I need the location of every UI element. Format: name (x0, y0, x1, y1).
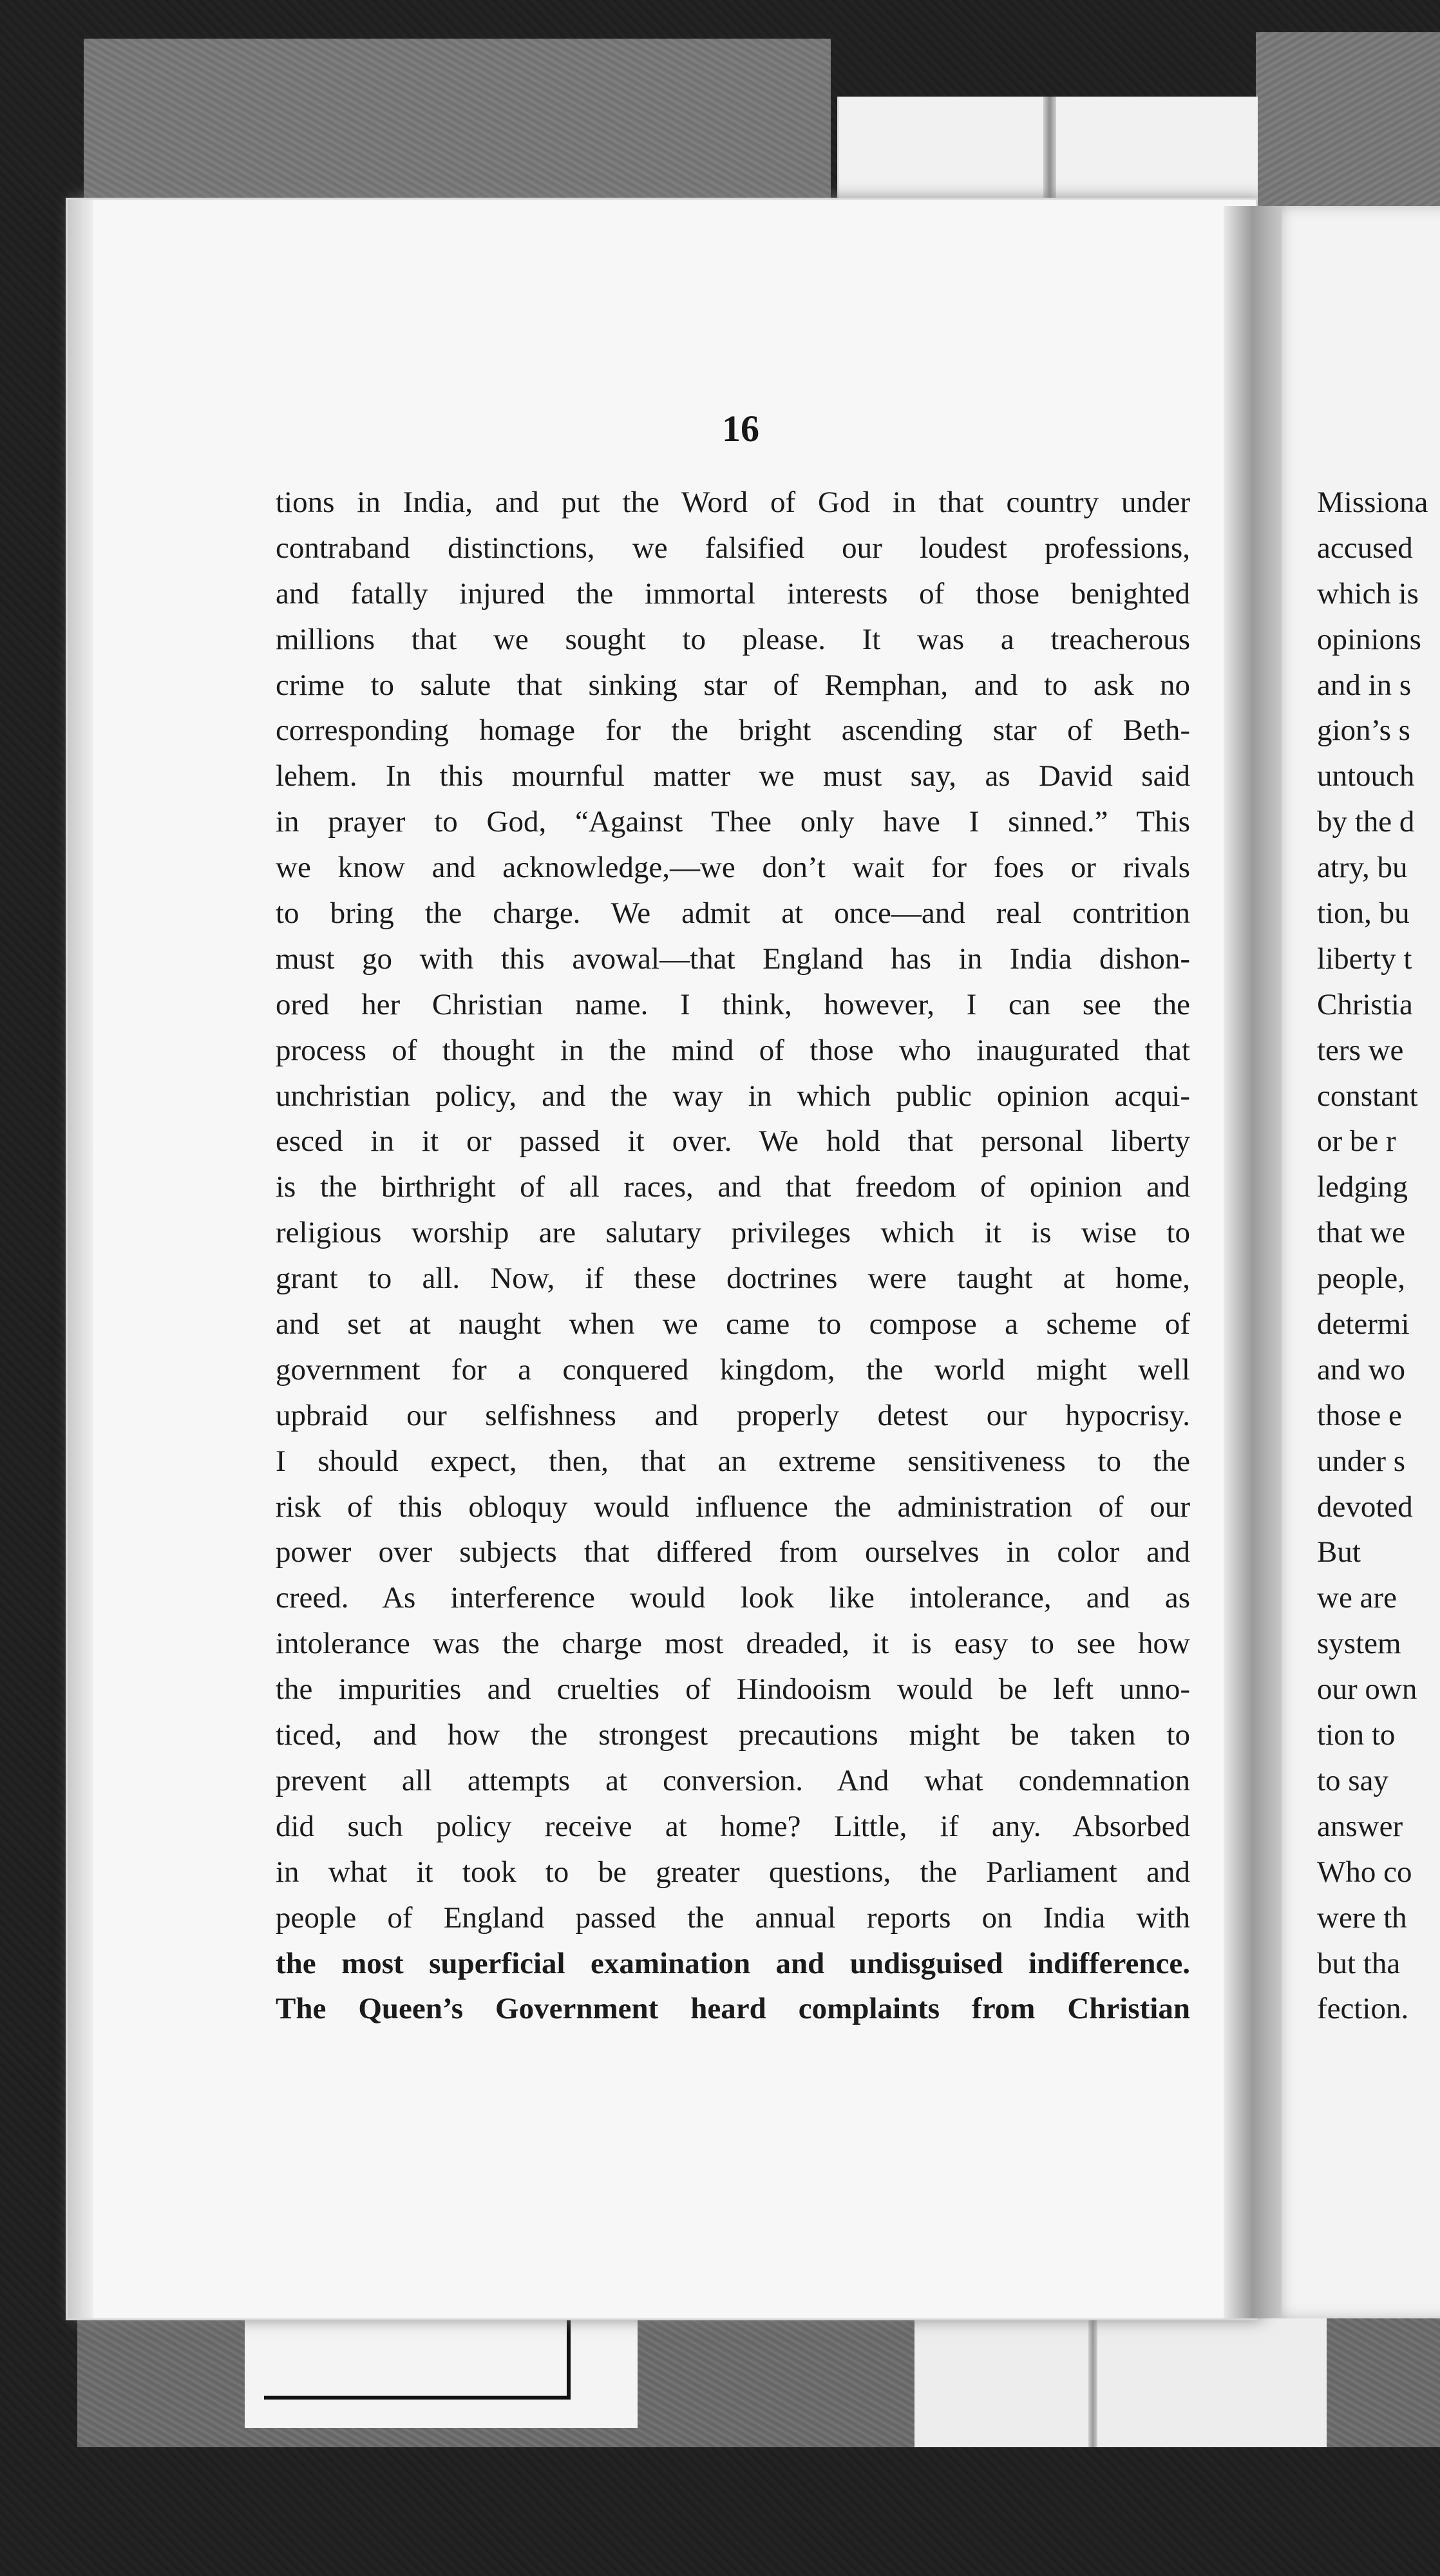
page-edge (68, 200, 93, 2318)
text-line: ored her Christian name. I think, however, I can see the (276, 987, 1190, 1021)
text-line: The Queen’s Government heard complaints from Christian (276, 1992, 1190, 2026)
text-line: in prayer to God, “Against Thee only have I sinned.” This (276, 805, 1190, 839)
body-text (276, 480, 1190, 2032)
right-text-line: and in s (1317, 668, 1412, 702)
right-text-line: we are (1317, 1581, 1397, 1615)
right-text-line: system (1317, 1627, 1401, 1661)
right-text-line: atry, bu (1317, 851, 1408, 885)
text-line: unchristian policy, and the way in which public opinion acqui- (276, 1079, 1190, 1113)
text-line: and set at naught when we came to compose a scheme of (276, 1307, 1190, 1341)
text-line: contraband distinctions, we falsified our loudest professions, (276, 531, 1190, 565)
text-line: people of England passed the annual reports on India with (276, 1900, 1190, 1935)
text-line: the most superficial examination and undisguised indifference. (276, 1946, 1190, 1980)
paper-tab-bottom-right (914, 2318, 1327, 2447)
right-text-line: gion’s s (1317, 714, 1410, 748)
paper-tab-top-crease (1043, 97, 1056, 213)
right-text-line: that we (1317, 1216, 1406, 1250)
text-line: ticed, and how the strongest precautions might be taken to (276, 1718, 1190, 1752)
right-text-line: ters we (1317, 1033, 1404, 1067)
right-text-line: were th (1317, 1900, 1407, 1935)
right-text-line: Christia (1317, 987, 1413, 1021)
text-line: religious worship are salutary privileges which it is wise to (276, 1216, 1190, 1250)
right-text-line: fection. (1317, 1992, 1409, 2026)
paper-tab-bottom-crease (1088, 2318, 1097, 2447)
right-text-line: or be r (1317, 1124, 1396, 1159)
text-line: is the birthright of all races, and that freedom of opinion and (276, 1170, 1190, 1204)
text-line: process of thought in the mind of those who inaugurated that (276, 1033, 1190, 1067)
right-text-line: liberty t (1317, 942, 1412, 976)
right-text-line: by the d (1317, 805, 1415, 839)
right-text-line: ledging (1317, 1170, 1408, 1204)
text-line: did such policy receive at home? Little, if any. Absorbed (276, 1809, 1190, 1843)
right-text-line: under s (1317, 1444, 1406, 1478)
book-gutter (1224, 206, 1282, 2318)
right-text-line: opinions (1317, 622, 1421, 656)
text-line: millions that we sought to please. It was a treacherous (276, 622, 1190, 656)
text-line: corresponding homage for the bright ascending star of Beth- (276, 714, 1190, 748)
text-line: we know and acknowledge,—we don’t wait for foes or rivals (276, 851, 1190, 885)
text-line: the impurities and cruelties of Hindooism would be left unno- (276, 1672, 1190, 1707)
right-text-line: to say (1317, 1763, 1388, 1797)
right-text-line: But (1317, 1535, 1361, 1569)
text-line: must go with this avowal—that England has in India dishon- (276, 942, 1190, 976)
text-line: upbraid our selfishness and properly detest our hypocrisy. (276, 1398, 1190, 1432)
right-text-line: Missiona (1317, 486, 1428, 519)
right-text-line: devoted (1317, 1490, 1413, 1524)
page-number: 16 (722, 408, 759, 450)
right-text-line: determi (1317, 1307, 1410, 1341)
paper-tab-bottom-left-border (264, 2318, 571, 2400)
text-line: power over subjects that differed from ourselves in color and (276, 1535, 1190, 1569)
right-text-line: those e (1317, 1398, 1402, 1432)
text-line: risk of this obloquy would influence the administration of our (276, 1490, 1190, 1524)
text-line: creed. As interference would look like intolerance, and as (276, 1581, 1190, 1615)
right-text-line: our own (1317, 1672, 1417, 1707)
right-text-line: tion to (1317, 1718, 1396, 1752)
right-text-line: tion, bu (1317, 896, 1410, 931)
right-page-text (1317, 480, 1440, 2032)
text-line: I should expect, then, that an extreme sensitiveness to the (276, 1444, 1190, 1478)
right-text-line: people, (1317, 1262, 1406, 1296)
background-card-top (84, 39, 831, 206)
right-text-line: and wo (1317, 1352, 1406, 1387)
text-line: grant to all. Now, if these doctrines were taught at home, (276, 1262, 1190, 1296)
text-line: and fatally injured the immortal interests of those benighted (276, 576, 1190, 611)
text-line: crime to salute that sinking star of Remphan, and to ask no (276, 668, 1190, 702)
right-text-line: which is (1317, 576, 1419, 611)
right-text-line: Who co (1317, 1855, 1412, 1889)
right-text-line: accused (1317, 531, 1413, 565)
right-text-line: constant (1317, 1079, 1418, 1113)
right-text-line: untouch (1317, 759, 1415, 793)
text-line: government for a conquered kingdom, the world might well (276, 1352, 1190, 1387)
right-text-line: but tha (1317, 1946, 1401, 1980)
text-line: in what it took to be greater questions, the Parliament and (276, 1855, 1190, 1889)
text-line: to bring the charge. We admit at once—and real contrition (276, 896, 1190, 931)
text-line: esced in it or passed it over. We hold that personal liberty (276, 1124, 1190, 1159)
text-line: intolerance was the charge most dreaded, it is easy to see how (276, 1627, 1190, 1661)
text-line: tions in India, and put the Word of God in that country under (276, 486, 1190, 519)
right-text-line: answer (1317, 1809, 1403, 1843)
text-line: prevent all attempts at conversion. And what condemnation (276, 1763, 1190, 1797)
background-card-top-right (1256, 32, 1440, 213)
text-line: lehem. In this mournful matter we must say, as David said (276, 759, 1190, 793)
